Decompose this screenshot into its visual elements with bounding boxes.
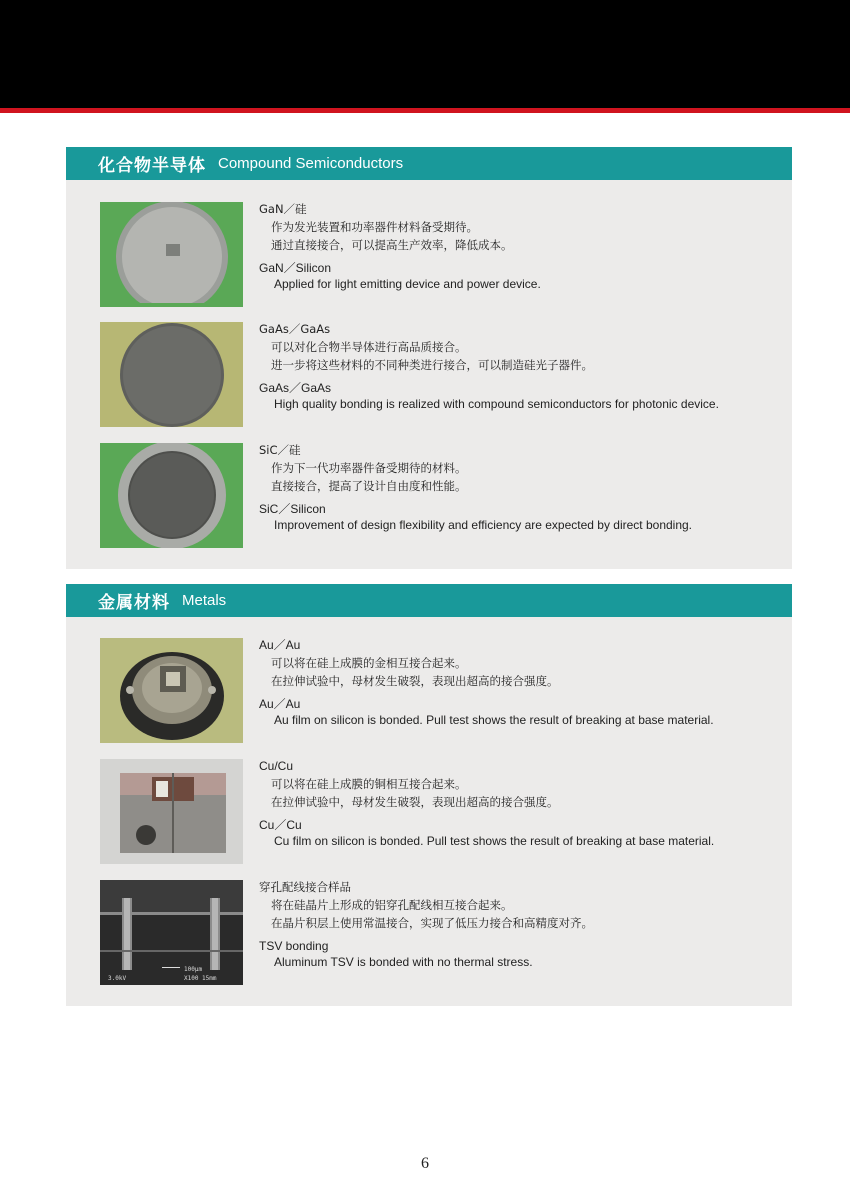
section-title-en: Metals xyxy=(182,592,227,609)
item-desc-en: Improvement of design flexibility and efficiency are expected by direct bonding. xyxy=(274,518,693,532)
section-title-zh: 金属材料 xyxy=(98,593,170,613)
item-gaas-gaas xyxy=(66,322,792,427)
item-tsv-bonding xyxy=(66,880,792,985)
tsv-sem-micrograph xyxy=(100,880,243,985)
item-title-en: GaAs／GaAs xyxy=(259,381,332,395)
sem-scale-label: 100μm xyxy=(184,966,203,973)
item-title-zh: 穿孔配线接合样品 xyxy=(259,880,351,894)
item-title-zh: Cu/Cu xyxy=(259,759,294,773)
top-black-band xyxy=(0,0,850,108)
item-gan-silicon xyxy=(66,202,792,307)
item-desc-zh: 进一步将这些材料的不同种类进行接合，可以制造硅光子器件。 xyxy=(271,358,593,372)
item-cu-cu xyxy=(66,759,792,864)
section-title-zh: 化合物半导体 xyxy=(98,156,206,176)
item-desc-zh: 可以将在硅上成膜的金相互接合起来。 xyxy=(271,656,467,670)
sic-silicon-wafer-photo xyxy=(100,443,243,548)
red-accent-line xyxy=(0,108,850,113)
item-title-en: Au／Au xyxy=(259,697,301,711)
gaas-wafer-photo xyxy=(100,322,243,427)
item-desc-zh: 通过直接接合，可以提高生产效率，降低成本。 xyxy=(271,238,513,252)
item-desc-zh: 在拉伸试验中，母材发生破裂，表现出超高的接合强度。 xyxy=(271,795,559,809)
section-compound-semiconductors xyxy=(66,147,792,569)
item-title-zh: GaAs／GaAs xyxy=(259,322,331,336)
item-desc-zh: 作为下一代功率器件备受期待的材料。 xyxy=(271,461,467,475)
item-desc-en: Aluminum TSV is bonded with no thermal stress. xyxy=(274,955,533,969)
item-au-au xyxy=(66,638,792,743)
section-metals xyxy=(66,584,792,1006)
item-desc-zh: 可以对化合物半导体进行高品质接合。 xyxy=(271,340,467,354)
sem-magnification-label: X100 15mm xyxy=(184,975,217,982)
item-desc-en: Au film on silicon is bonded. Pull test shows the result of breaking at base material. xyxy=(274,713,714,727)
au-bonding-sample-photo xyxy=(100,638,243,743)
item-desc-zh: 直接接合，提高了设计自由度和性能。 xyxy=(271,479,467,493)
item-desc-zh: 可以将在硅上成膜的铜相互接合起来。 xyxy=(271,777,467,791)
item-desc-en: High quality bonding is realized with compound semiconductors for photonic device. xyxy=(274,397,719,411)
page-number: 6 xyxy=(421,1155,429,1172)
item-title-en: GaN／Silicon xyxy=(259,261,332,275)
section-title-en: Compound Semiconductors xyxy=(218,155,404,172)
item-title-zh: SiC／硅 xyxy=(259,443,301,457)
section-header xyxy=(66,584,792,617)
item-desc-zh: 作为发光装置和功率器件材料备受期待。 xyxy=(271,220,478,234)
item-title-en: SiC／Silicon xyxy=(259,502,326,516)
item-title-en: TSV bonding xyxy=(259,939,329,953)
item-title-en: Cu／Cu xyxy=(259,818,302,832)
sem-voltage-label: 3.0kV xyxy=(108,975,127,982)
item-desc-zh: 在拉伸试验中，母材发生破裂，表现出超高的接合强度。 xyxy=(271,674,559,688)
item-title-zh: GaN／硅 xyxy=(259,202,307,216)
item-desc-en: Applied for light emitting device and power device. xyxy=(274,277,541,291)
cu-bonding-blocks-photo xyxy=(100,759,243,864)
item-sic-silicon xyxy=(66,443,792,548)
item-desc-zh: 将在硅晶片上形成的铝穿孔配线相互接合起来。 xyxy=(271,898,513,912)
gan-silicon-wafer-photo xyxy=(100,202,243,307)
section-header xyxy=(66,147,792,180)
item-title-zh: Au／Au xyxy=(259,638,301,652)
item-desc-en: Cu film on silicon is bonded. Pull test shows the result of breaking at base material. xyxy=(274,834,715,848)
item-desc-zh: 在晶片积层上使用常温接合，实现了低压力接合和高精度对齐。 xyxy=(271,916,593,930)
